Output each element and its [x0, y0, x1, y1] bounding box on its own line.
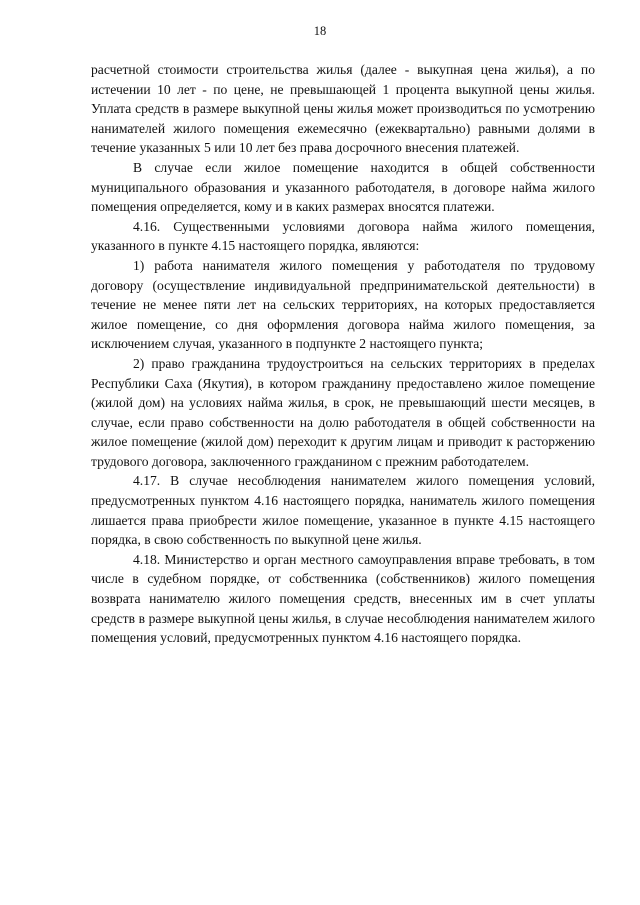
document-body [91, 60, 595, 648]
paragraph-4-16: 4.16. Существенными условиями договора найма жилого помещения, указанного в пункте 4.15 настоящего порядка, являются: [91, 218, 595, 254]
paragraph-common-ownership: В случае если жилое помещение находится в общей собственности муниципального образования и указанного работодателя, в договоре найма жилого помещения определяется, кому и в каких размерах вносятся платежи. [91, 159, 595, 215]
paragraph-4-16-item-1: 1) работа нанимателя жилого помещения у работодателя по трудовому договору (осуществление индивидуальной предпринимательской деятельности) в течение не менее пяти лет на сельских территориях, на которых предоставляется жилое помещение, со дня оформления договора найма жилого помещения, за исключением случая, указанного в подпункте 2 настоящего пункта; [91, 257, 595, 352]
paragraph-4-16-item-2: 2) право гражданина трудоустроиться на сельских территориях в пределах Республики Саха (Якутия), в котором гражданину предоставлено жилое помещение (жилой дом) на условиях найма жилья, в срок, не превышающий шести месяцев, в случае, если право собственности на долю работодателя в общей собственности на жилое помещение (жилой дом) переходит к другим лицам и приводит к расторжению трудового договора, заключенного гражданином с прежним работодателем. [91, 355, 595, 469]
paragraph-continuation: расчетной стоимости строительства жилья (далее - выкупная цена жилья), а по истечении 10 лет - по цене, не превышающей 1 процента выкупной цены жилья. Уплата средств в размере выкупной цены жилья может производиться по усмотрению нанимателей жилого помещения ежемесячно (ежеквартально) равными долями в течение указанных 5 или 10 лет без права досрочного внесения платежей. [91, 62, 595, 156]
page-number: 18 [313, 24, 327, 38]
paragraph-4-18: 4.18. Министерство и орган местного самоуправления вправе требовать, в том числе в судебном порядке, от собственника (собственников) жилого помещения возврата нанимателю жилого помещения средств, внесенных им в счет уплаты средств в размере выкупной цены жилья, в случае несоблюдения нанимателем жилого помещения условий, предусмотренных пунктом 4.16 настоящего порядка. [91, 551, 595, 646]
paragraph-4-17: 4.17. В случае несоблюдения нанимателем жилого помещения условий, предусмотренных пунктом 4.16 настоящего порядка, наниматель жилого помещения лишается права приобрести жилое помещение, указанное в пункте 4.15 настоящего порядка, в свою собственность по выкупной цене жилья. [91, 473, 595, 548]
